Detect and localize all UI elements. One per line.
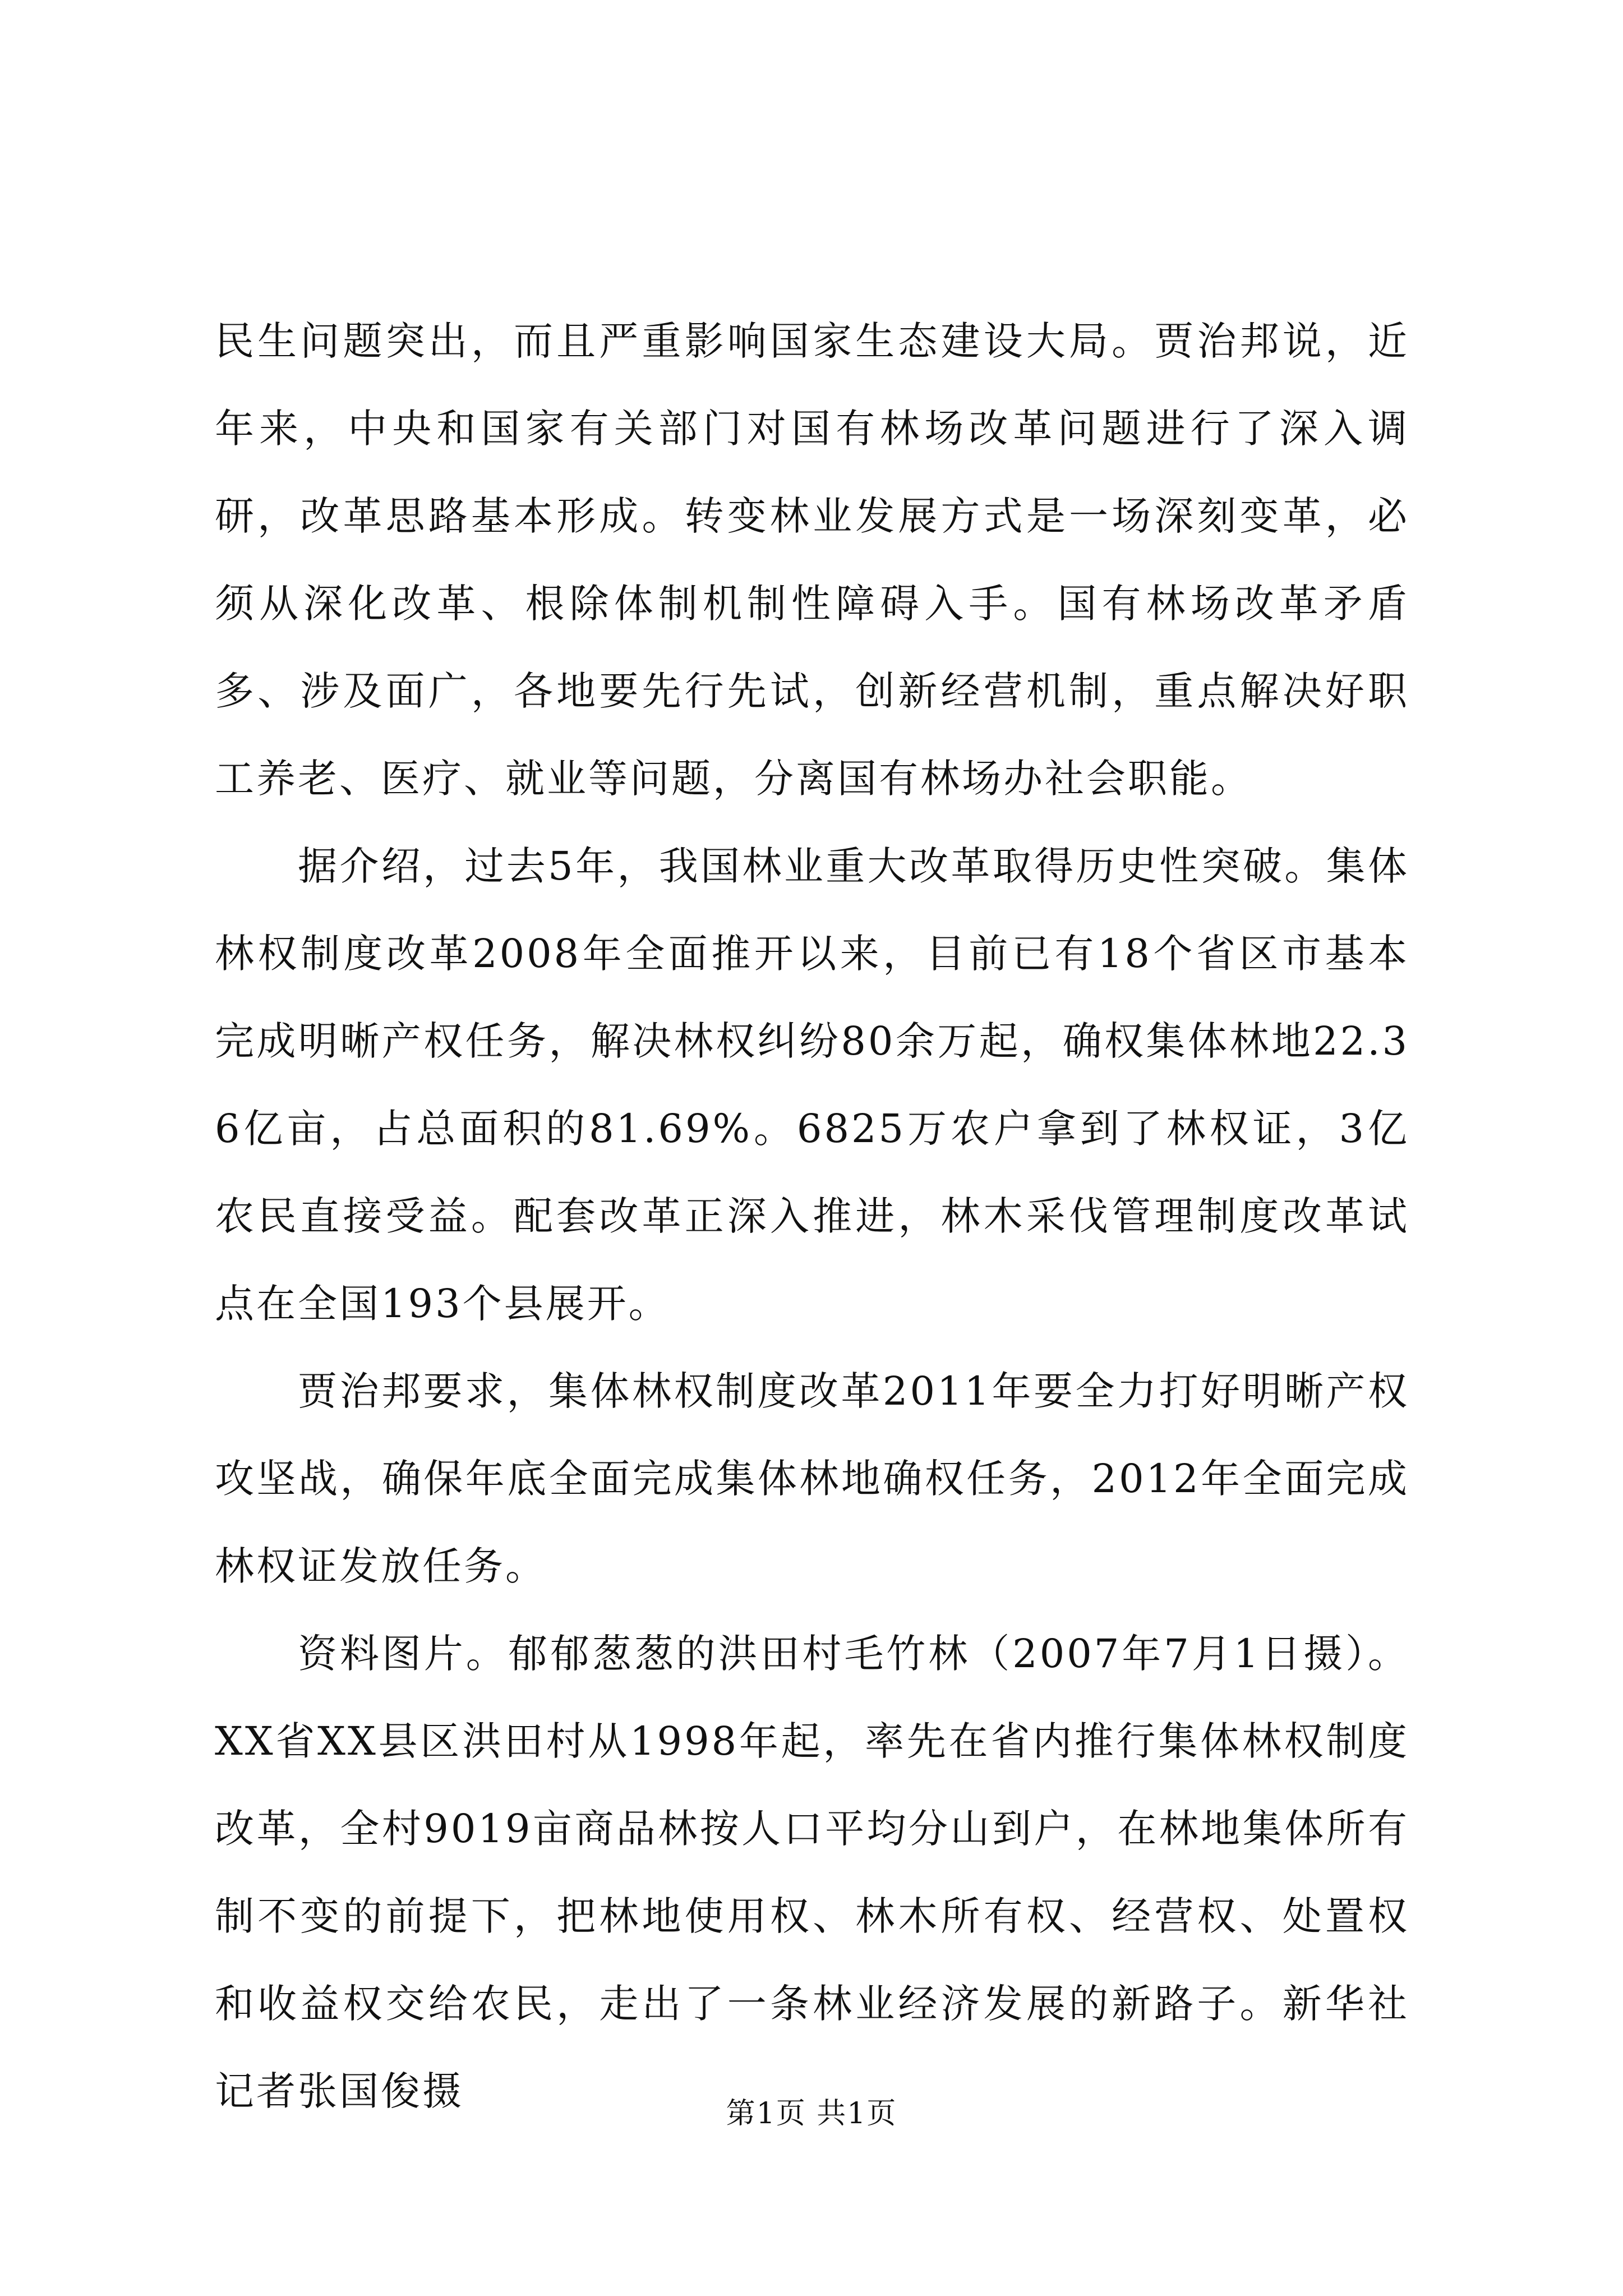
paragraph-3: 贾治邦要求，集体林权制度改革2011年要全力打好明晰产权攻坚战，确保年底全面完成集体林地确权任务，2012年全面完成林权证发放任务。 — [215, 1368, 1409, 1589]
paragraph-4: 资料图片。郁郁葱葱的洪田村毛竹林（2007年7月1日摄）。XX省XX县区洪田村从1998年起，率先在省内推行集体林权制度改革，全村9019亩商品林按人口平均分山到户，在林地集体所有制不变的前提下，把林地使用权、林木所有权、经营权、处置权和收益权交给农民，走出了一条林业经济发展的新路子。新华社记者张国俊摄 — [215, 1631, 1409, 2114]
document-body — [215, 297, 1409, 2135]
paragraph-1: 民生问题突出，而且严重影响国家生态建设大局。贾治邦说，近年来，中央和国家有关部门对国有林场改革问题进行了深入调研，改革思路基本形成。转变林业发展方式是一场深刻变革，必须从深化改革、根除体制机制性障碍入手。国有林场改革矛盾多、涉及面广，各地要先行先试，创新经营机制，重点解决好职工养老、医疗、就业等问题，分离国有林场办社会职能。 — [215, 318, 1409, 802]
paragraph-2: 据介绍，过去5年，我国林业重大改革取得历史性突破。集体林权制度改革2008年全面推开以来，目前已有18个省区市基本完成明晰产权任务，解决林权纠纷80余万起，确权集体林地22.36亿亩，占总面积的81.69%。6825万农户拿到了林权证，3亿农民直接受益。配套改革正深入推进，林木采伐管理制度改革试点在全国193个县展开。 — [215, 843, 1409, 1327]
page-footer: 第1页 共1页 — [726, 2097, 897, 2131]
